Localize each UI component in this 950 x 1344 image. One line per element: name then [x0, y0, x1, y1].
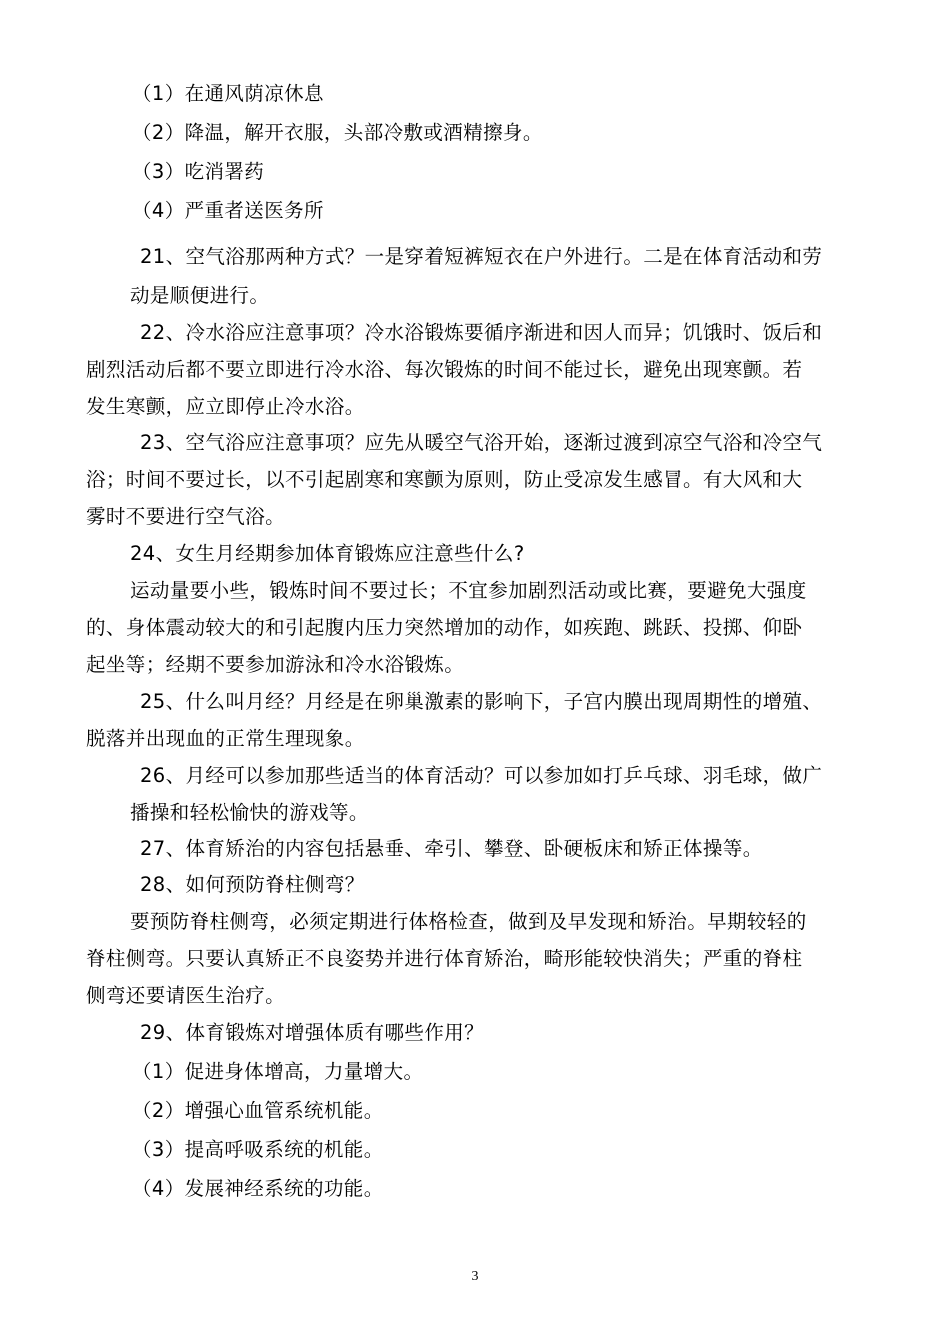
item-23-line-2: 浴；时间不要过长，以不引起剧寒和寒颤为原则，防止受凉发生感冒。有大风和大	[86, 468, 803, 491]
item-21-line-1: 21、空气浴那两种方式？一是穿着短裤短衣在户外进行。二是在体育活动和劳	[140, 245, 823, 268]
item-24-answer-line-3: 起坐等；经期不要参加游泳和冷水浴锻炼。	[86, 653, 465, 676]
item-25-line-2: 脱落并出现血的正常生理现象。	[86, 727, 365, 750]
item-28-answer-line-1: 要预防脊柱侧弯，必须定期进行体格检查，做到及早发现和矫治。早期较轻的	[130, 910, 807, 933]
item-22-line-1: 22、冷水浴应注意事项？冷水浴锻炼要循序渐进和因人而异；饥饿时、饭后和	[140, 321, 823, 344]
item-28-answer-line-2: 脊柱侧弯。只要认真矫正不良姿势并进行体育矫治，畸形能较快消失；严重的脊柱	[86, 947, 803, 970]
item-26-line-1: 26、月经可以参加那些适当的体育活动？可以参加如打乒乓球、羽毛球，做广	[140, 764, 823, 787]
item-25-line-1: 25、什么叫月经？月经是在卵巢激素的影响下，子宫内膜出现周期性的增殖、	[140, 690, 823, 713]
item-29-question: 29、体育锻炼对增强体质有哪些作用？	[140, 1021, 485, 1044]
item-21-line-2: 动是顺便进行。	[130, 284, 270, 307]
item-23-line-1: 23、空气浴应注意事项？应先从暖空气浴开始，逐渐过渡到凉空气浴和冷空气	[140, 431, 823, 454]
item-26-line-2: 播操和轻松愉快的游戏等。	[130, 801, 369, 824]
item-28-question: 28、如何预防脊柱侧弯？	[140, 873, 365, 896]
page-number: 3	[471, 1269, 479, 1284]
item-29-point-3: （3）提高呼吸系统的机能。	[132, 1138, 384, 1161]
heatstroke-step-4: （4）严重者送医务所	[132, 199, 324, 222]
item-24-answer-line-2: 的、身体震动较大的和引起腹内压力突然增加的动作，如疾跑、跳跃、投掷、仰卧	[86, 616, 803, 639]
heatstroke-step-2: （2）降温，解开衣服，头部冷敷或酒精擦身。	[132, 121, 543, 144]
item-23-line-3: 雾时不要进行空气浴。	[86, 505, 286, 528]
item-24-question: 24、女生月经期参加体育锻炼应注意些什么?	[130, 542, 525, 565]
item-24-answer-line-1: 运动量要小些，锻炼时间不要过长；不宜参加剧烈活动或比赛，要避免大强度	[130, 579, 807, 602]
heatstroke-step-3: （3）吃消署药	[132, 160, 265, 183]
item-28-answer-line-3: 侧弯还要请医生治疗。	[86, 984, 286, 1007]
item-22-line-2: 剧烈活动后都不要立即进行冷水浴、每次锻炼的时间不能过长，避免出现寒颤。若	[86, 358, 803, 381]
item-27-line-1: 27、体育矫治的内容包括悬垂、牵引、攀登、卧硬板床和矫正体操等。	[140, 837, 763, 860]
item-22-line-3: 发生寒颤，应立即停止冷水浴。	[86, 395, 365, 418]
item-29-point-2: （2）增强心血管系统机能。	[132, 1099, 384, 1122]
item-29-point-4: （4）发展神经系统的功能。	[132, 1177, 384, 1200]
item-29-point-1: （1）促进身体增高，力量增大。	[132, 1060, 424, 1083]
heatstroke-step-1: （1）在通风荫凉休息	[132, 82, 324, 105]
